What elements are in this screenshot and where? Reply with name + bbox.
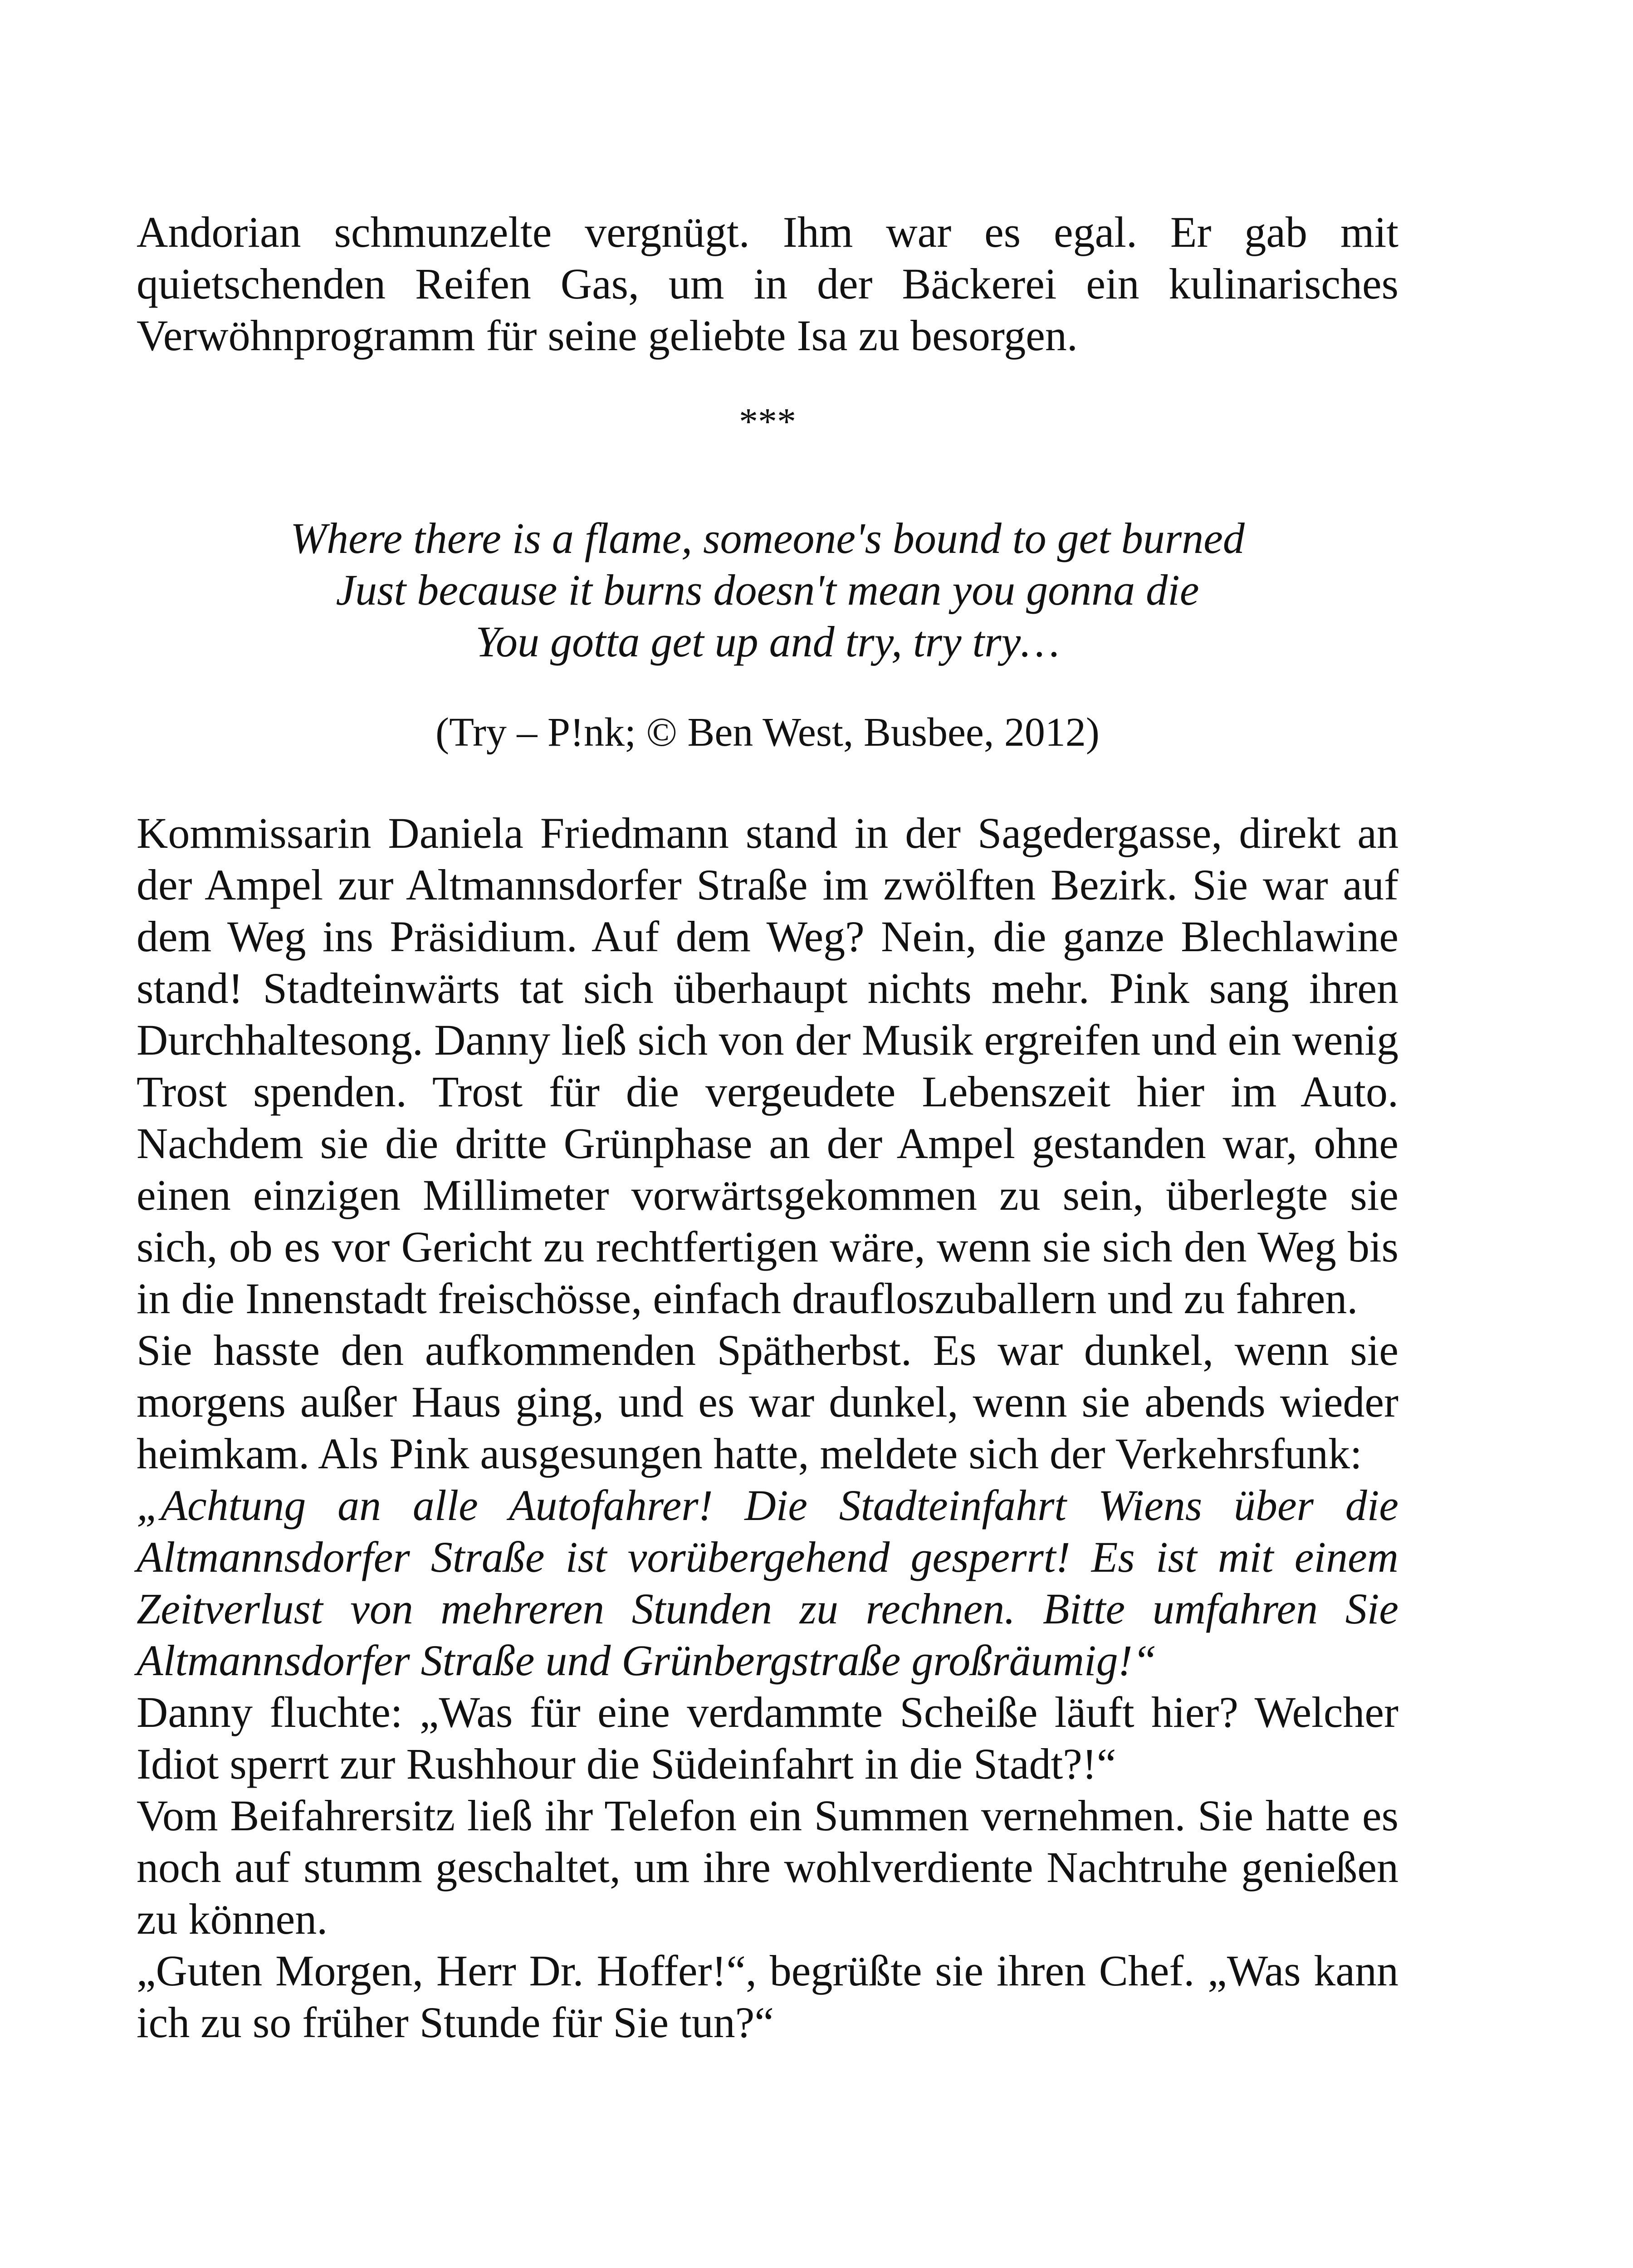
paragraph: Sie hasste den aufkommenden Spätherbst. Es war dunkel, wenn sie morgens außer Haus ging, und es war dunkel, wenn sie abends wieder heimkam. Als Pink ausgesungen hatte, meldete sich der Verkehrsfunk: bbox=[137, 1326, 1398, 1478]
paragraph: Danny fluchte: „Was für eine verdammte Scheiße läuft hier? Welcher Idiot sperrt zur Rushhour die Südeinfahrt in die Stadt?!“ bbox=[137, 1688, 1398, 1788]
section-separator: *** bbox=[739, 401, 796, 443]
paragraph: Vom Beifahrersitz ließ ihr Telefon ein Summen vernehmen. Sie hatte es noch auf stumm geschaltet, um ihre wohlverdiente Nachtruhe genießen zu können. bbox=[137, 1791, 1398, 1943]
lyrics-line: You gotta get up and try, try try… bbox=[475, 617, 1060, 666]
paragraph-text: Andorian schmunzelte vergnügt. Ihm war es egal. Er gab mit quietschenden Reifen Gas, um in der Bäckerei ein kulinarisches Verwöhnprogramm für seine geliebte Isa zu besorgen. bbox=[137, 208, 1398, 360]
lyrics-line: Where there is a flame, someone's bound to get burned bbox=[290, 514, 1245, 562]
song-lyrics-epigraph bbox=[137, 513, 1398, 668]
main-text bbox=[137, 807, 1398, 2048]
paragraph: „Guten Morgen, Herr Dr. Hoffer!“, begrüßte sie ihren Chef. „Was kann ich zu so früher Stunde für Sie tun?“ bbox=[137, 1946, 1398, 2047]
paragraph: Kommissarin Daniela Friedmann stand in der Sagedergasse, direkt an der Ampel zur Altmannsdorfer Straße im zwölften Bezirk. Sie war auf dem Weg ins Präsidium. Auf dem Weg? Nein, die ganze Blechlawine stand! Stadteinwärts tat sich überhaupt nichts mehr. Pink sang ihren Durchhaltesong. Danny ließ sich von der Musik ergreifen und ein wenig Trost spenden. Trost für die vergeudete Lebenszeit hier im Auto. Nachdem sie die dritte Grünphase an der Ampel gestanden war, ohne einen einzigen Millimeter vorwärtsgekommen zu sein, überlegte sie sich, ob es vor Gericht zu rechtfertigen wäre, wenn sie sich den Weg bis in die Innenstadt freischösse, einfach draufloszuballern und zu fahren. bbox=[137, 809, 1398, 1323]
radio-announcement: „Achtung an alle Autofahrer! Die Stadteinfahrt Wiens über die Altmannsdorfer Straße ist vorübergehend gesperrt! Es ist mit einem Zeitverlust von mehreren Stunden zu rechnen. Bitte umfahren Sie Altmannsdorfer Straße und Grünbergstraße großräumig!“ bbox=[137, 1481, 1398, 1685]
lyrics-line: Just because it burns doesn't mean you gonna die bbox=[336, 566, 1199, 614]
opening-paragraph bbox=[137, 206, 1398, 362]
song-citation: (Try – P!nk; © Ben West, Busbee, 2012) bbox=[435, 710, 1100, 755]
